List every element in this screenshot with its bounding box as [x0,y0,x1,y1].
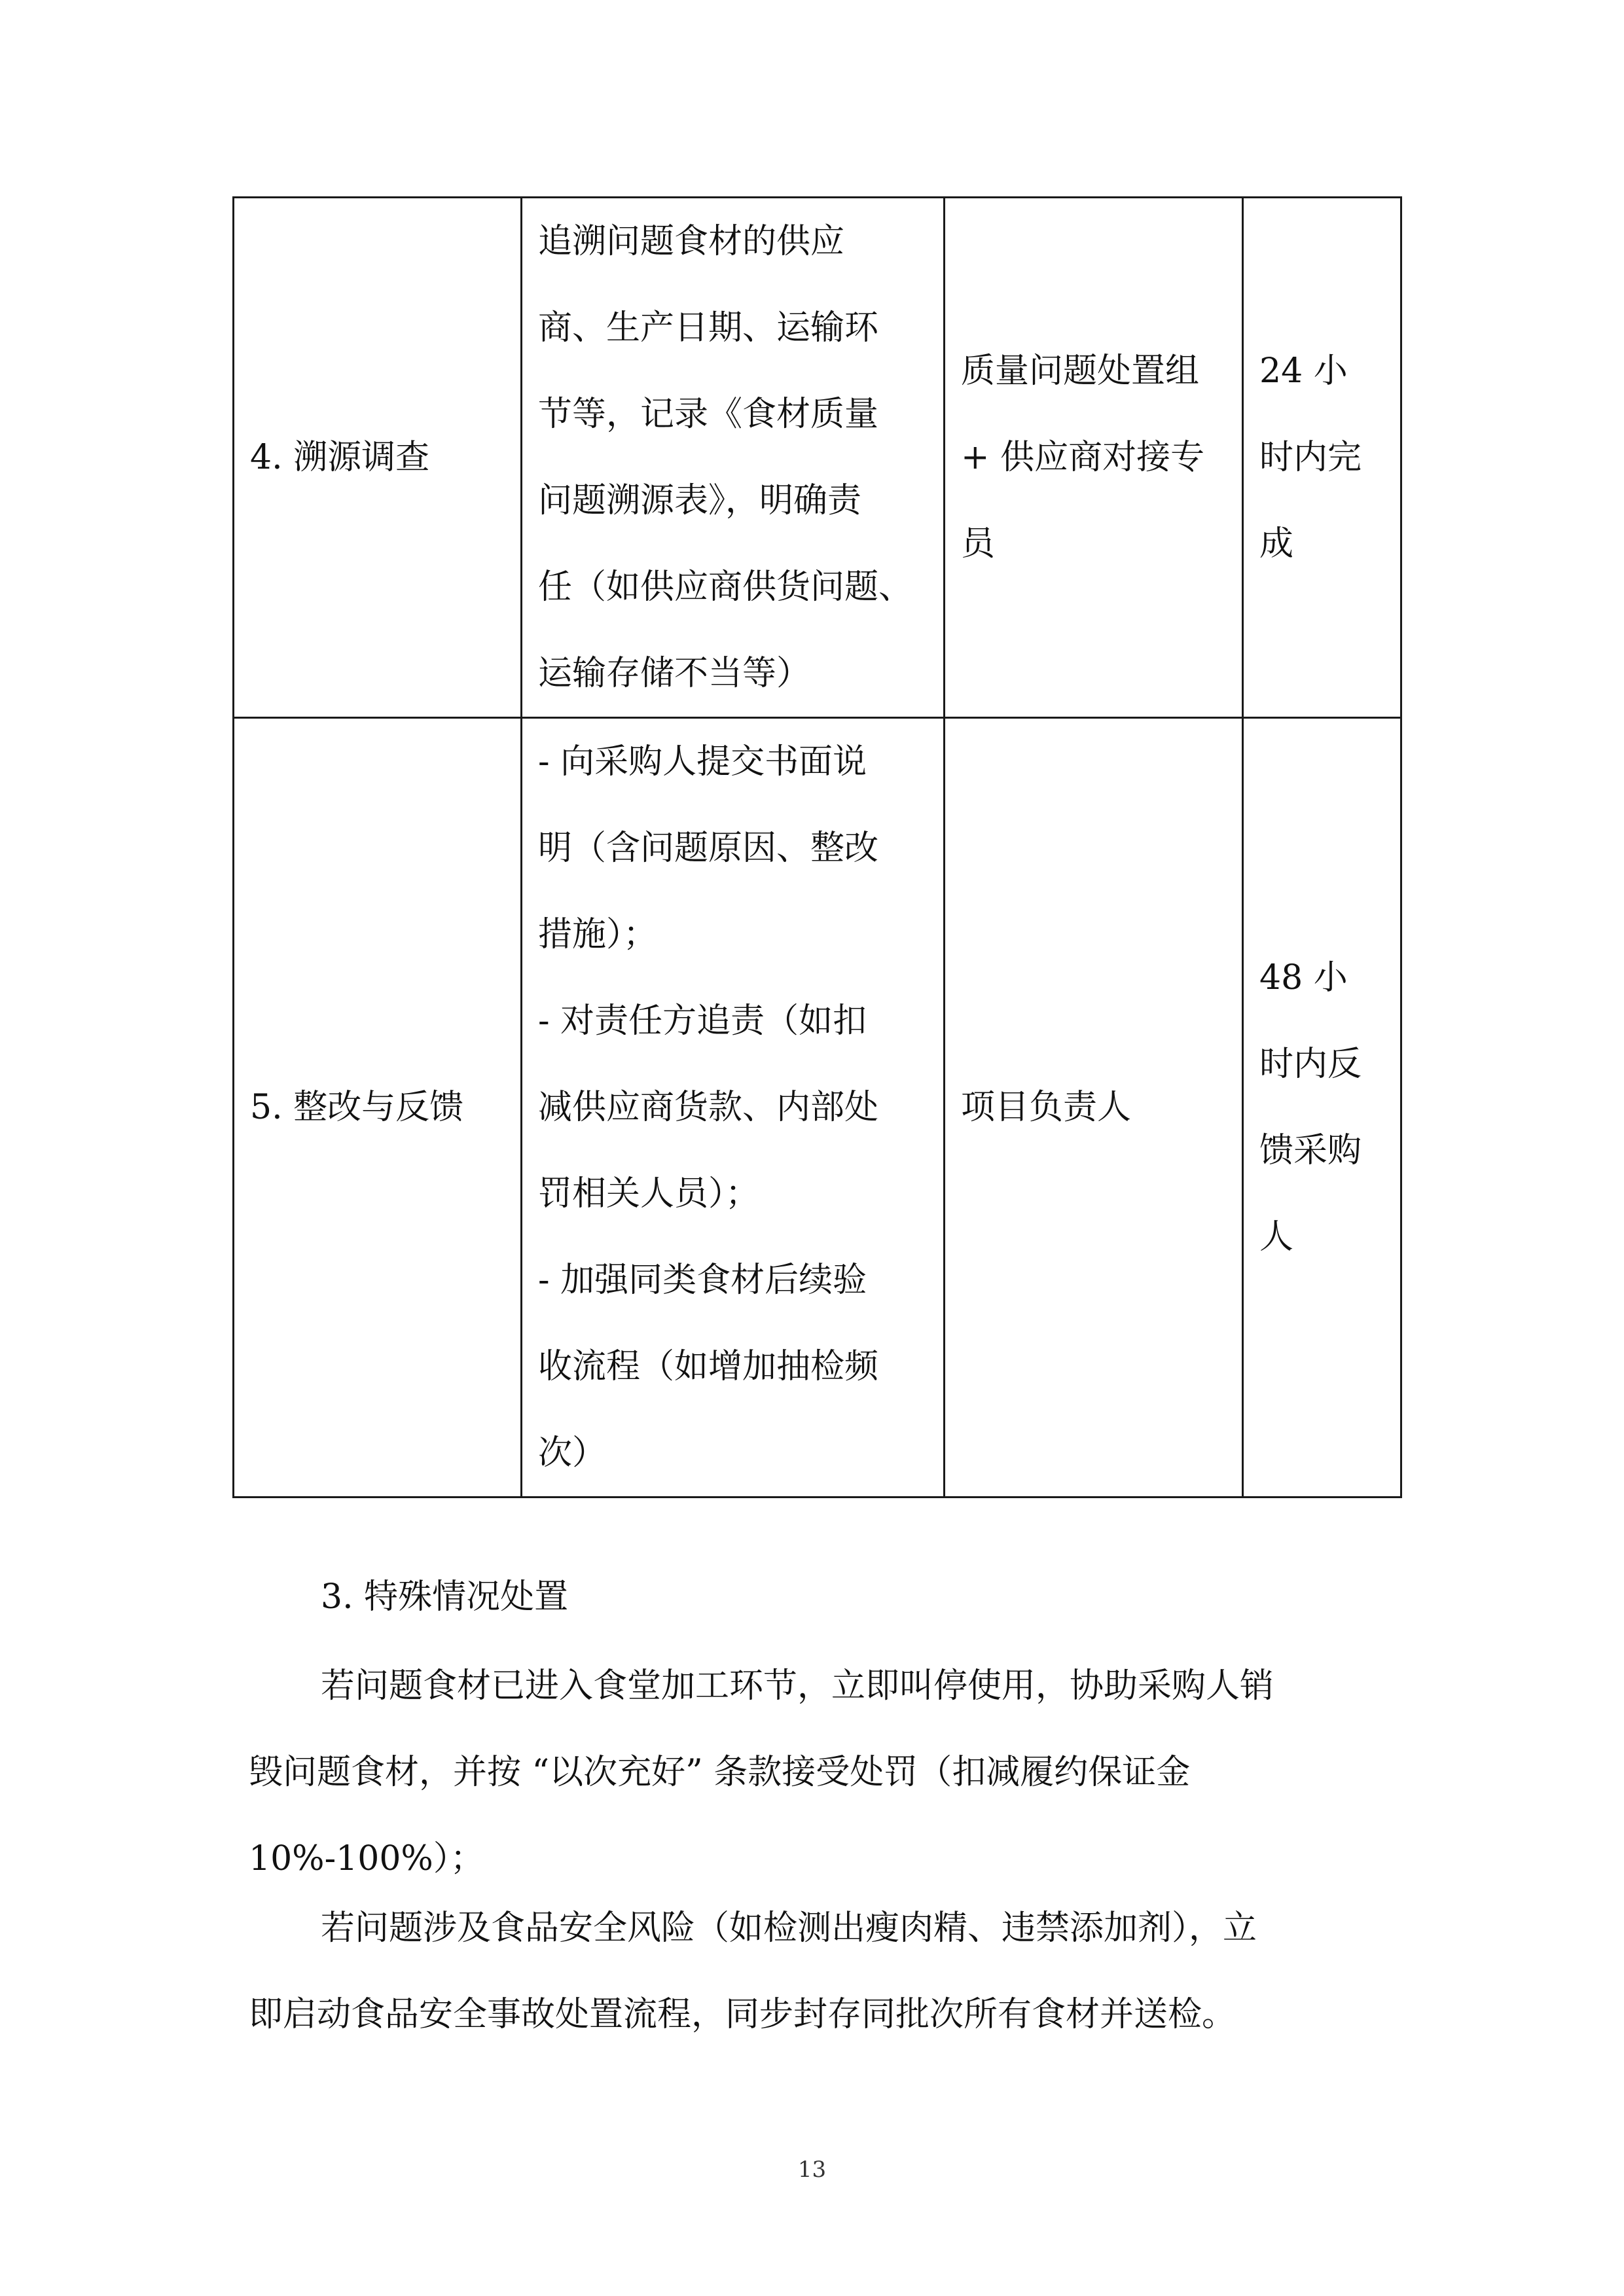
description-line: 次） [538,1433,607,1473]
description-line: - 加强同类食材后续验 [538,1261,867,1300]
time-limit-line: 馈采购 [1259,1131,1362,1170]
description-cell [522,718,945,1498]
time-limit-line: 时内反 [1259,1045,1362,1084]
description-line: 减供应商货款、内部处 [538,1088,879,1127]
owner-line: 项目负责人 [961,1088,1132,1127]
paragraph-line: 毁问题食材，并按 “以次充好” 条款接受处罚（扣减履约保证金 [249,1753,1191,1792]
description-line: 问题溯源表》，明确责 [538,481,862,520]
time-limit-line: 24 小 [1259,351,1348,391]
table-row [234,198,1401,718]
description-line: 追溯问题食材的供应 [538,222,845,261]
description-line: 任（如供应商供货问题、 [538,567,913,607]
owner-line: 质量问题处置组 [961,351,1200,391]
paragraph [249,1885,1388,2058]
step-label: 4. 溯源调查 [250,438,430,477]
owner-line: 员 [961,524,996,564]
description-line: 措施）； [538,915,658,954]
description-cell [522,198,945,718]
paragraph-line: 若问题食材已进入食堂加工环节，立即叫停使用，协助采购人销 [321,1666,1274,1706]
time-limit-line: 48 小 [1259,958,1348,997]
step-cell [234,718,522,1498]
paragraph-line: 若问题涉及食品安全风险（如检测出瘦肉精、违禁添加剂），立 [321,1909,1257,1948]
time-limit-cell [1243,718,1401,1498]
time-limit-cell [1243,198,1401,718]
owner-cell [945,718,1243,1498]
owner-line: + 供应商对接专 [961,438,1205,477]
paragraph-line: 即启动食品安全事故处置流程，同步封存同批次所有食材并送检。 [249,1995,1236,2034]
page-number: 13 [797,2157,827,2183]
table-row [234,718,1401,1498]
paragraph-line: 10%-100%）； [249,1839,484,1878]
time-limit-line: 成 [1259,524,1294,564]
description-line: - 对责任方追责（如扣 [538,1001,867,1041]
owner-cell [945,198,1243,718]
description-line: 商、生产日期、运输环 [538,308,879,348]
description-line: 明（含问题原因、整改 [538,829,879,868]
description-line: - 向采购人提交书面说 [538,742,867,781]
step-cell [234,198,522,718]
time-limit-line: 人 [1259,1217,1294,1257]
section-heading: 3. 特殊情况处置 [321,1577,569,1617]
step-label: 5. 整改与反馈 [250,1088,464,1127]
description-line: 收流程（如增加抽检频 [538,1347,879,1386]
description-line: 节等，记录《食材质量 [538,395,879,434]
procedure-table [232,196,1402,1498]
paragraph [249,1643,1388,1902]
description-line: 运输存储不当等） [538,654,811,693]
time-limit-line: 时内完 [1259,438,1362,477]
description-line: 罚相关人员）； [538,1174,760,1213]
